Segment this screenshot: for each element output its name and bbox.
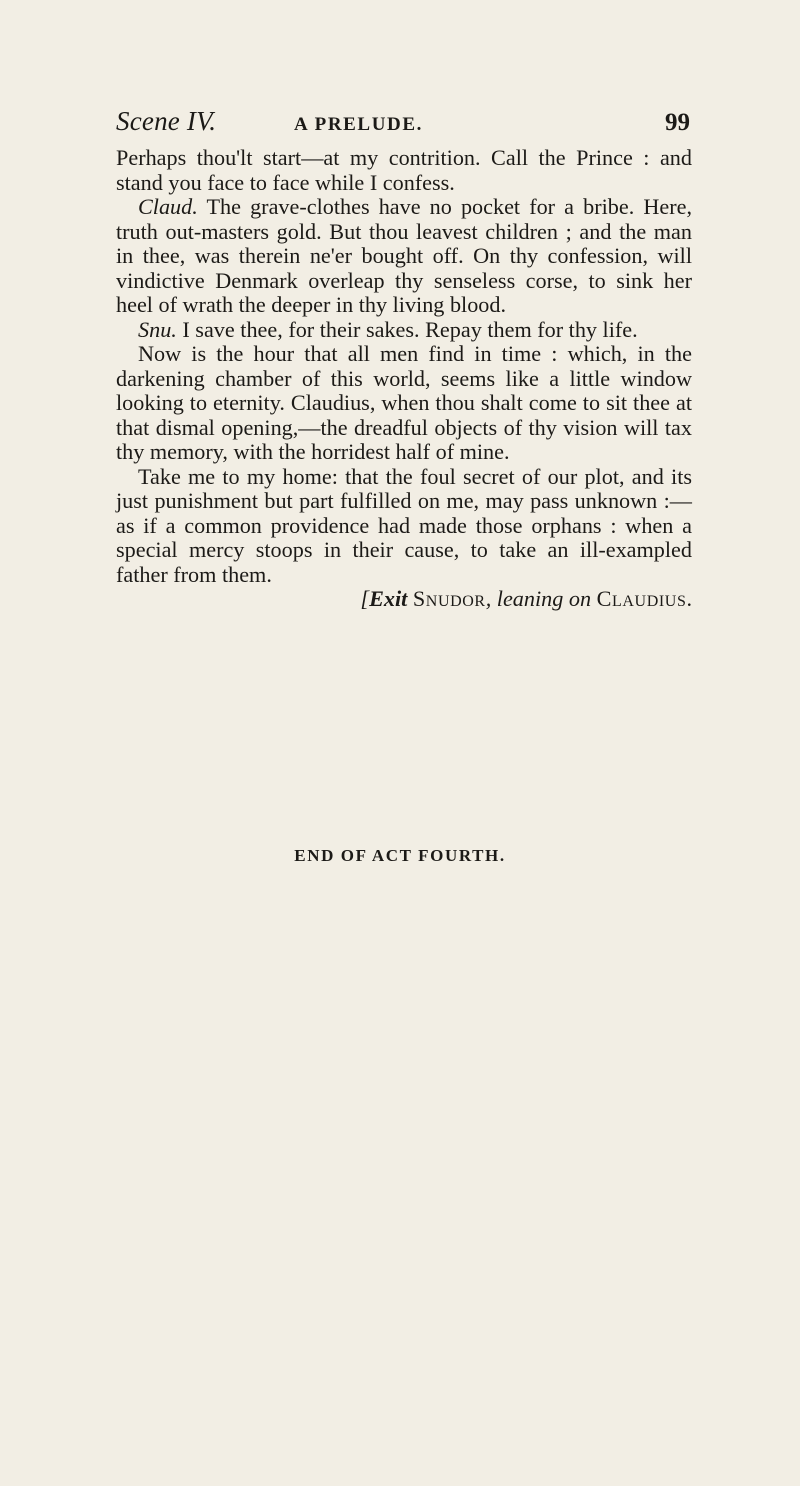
speaker-name: Snu. [138,316,177,342]
character-name-claudius: Claudius [596,586,687,611]
end-of-act-heading: END OF ACT FOURTH. [294,846,506,865]
stage-direction-exit: Exit [369,586,408,611]
speaker-name: Claud. [138,194,198,219]
paragraph [116,465,692,588]
paragraph-text: Perhaps thou'lt start—at my contrition. Call the Prince : and stand you face to face while I confess. [116,145,692,195]
stage-direction-leaning: , leaning on [485,586,597,611]
running-header [116,106,690,142]
paragraph [116,342,692,465]
running-title: A PRELUDE. [294,114,423,135]
stage-direction [116,587,692,612]
stage-direction-end: . [686,586,692,611]
paragraph-text: I save thee, for their sakes. Repay them for thy life. [176,316,638,342]
paragraph-text: Take me to my home: that the foul secret of our plot, and its just punishment but part fulfilled on me, may pass unknown :—as if a common providence had made those orphans : when a special mercy stoops in their cause, to take an ill-exampled father from them. [116,463,692,587]
paragraph [116,195,692,318]
paragraph-text: The grave-clothes have no pocket for a bribe. Here, truth out-masters gold. But thou leavest children ; and the man in thee, was therein ne'er bought off. On thy confession, will vindictive Denmark overleap thy senseless corse, to sink her heel of wrath the deeper in thy living blood. [116,194,692,317]
body-text [116,146,692,612]
scene-label: Scene IV. [116,106,217,136]
stage-direction-bracket: [ [360,586,370,611]
paragraph-text: Now is the hour that all men find in time : which, in the darkening chamber of this world, seems like a little window looking to eternity. Claudius, when thou shalt come to sit thee at that dismal opening,—the dreadful objects of thy vision will tax thy memory, with the horridest half of mine. [116,341,692,464]
character-name-snudor: Snudor [412,586,486,611]
paragraph [116,318,692,343]
paragraph [116,146,692,195]
page-number: 99 [665,109,690,136]
